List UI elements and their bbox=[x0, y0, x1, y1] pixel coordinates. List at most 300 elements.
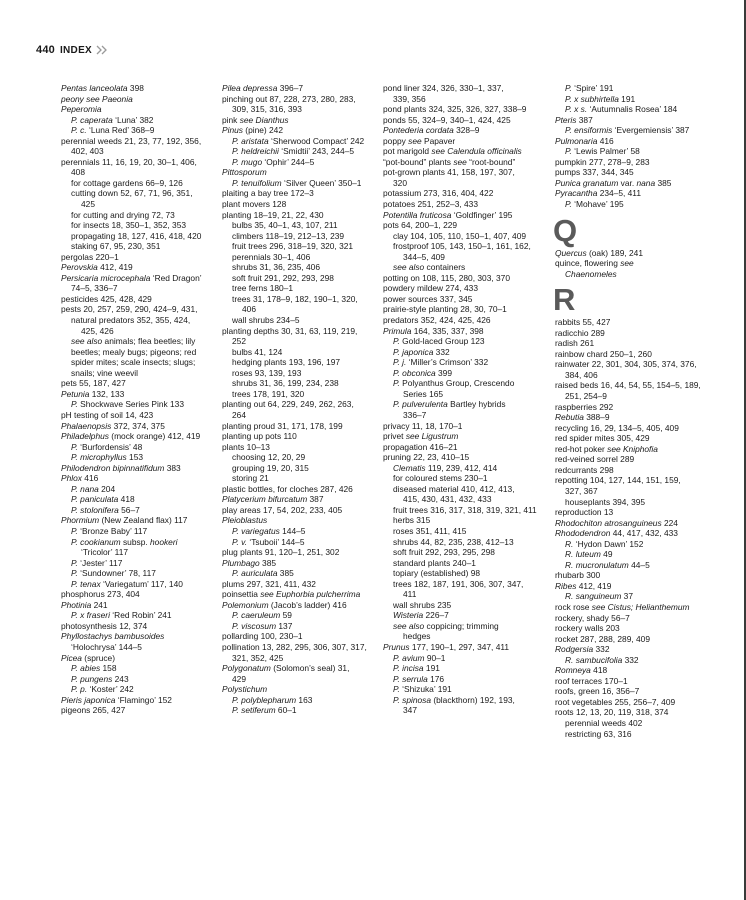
entry-text: ‘Goldfinger’ 195 bbox=[451, 209, 513, 220]
index-entry bbox=[555, 634, 709, 645]
entry-text: P. stolonifera bbox=[71, 504, 119, 515]
entry-text: 176 bbox=[427, 673, 445, 684]
entry-text: ‘Miller’s Crimson’ 332 bbox=[406, 357, 489, 368]
index-entry bbox=[222, 442, 376, 453]
index-entry bbox=[222, 642, 376, 653]
index-subentry bbox=[383, 579, 537, 590]
entry-text: for cutting and drying 72, 73 bbox=[71, 209, 175, 220]
index-subentry bbox=[61, 442, 215, 453]
index-subentry bbox=[555, 125, 709, 136]
index-subentry bbox=[383, 94, 537, 105]
entry-text: Pulmonaria bbox=[555, 135, 598, 146]
entry-text: P. serrula bbox=[393, 673, 428, 684]
index-entry bbox=[555, 623, 709, 634]
entry-text: roof terraces 170–1 bbox=[555, 675, 628, 686]
entry-text: 372, 374, 375 bbox=[111, 420, 165, 431]
entry-text: plastic bottles, for cloches 287, 426 bbox=[222, 483, 353, 494]
entry-text: rainwater 22, 301, 304, 305, 374, 376, bbox=[555, 359, 697, 370]
index-subentry bbox=[61, 283, 215, 294]
entry-text: houseplants 394, 395 bbox=[565, 496, 646, 507]
index-subentry bbox=[222, 220, 376, 231]
entry-text: 37 bbox=[621, 591, 633, 602]
index-subentry bbox=[383, 505, 537, 516]
entry-text: pinching out 87, 228, 273, 280, 283, bbox=[222, 93, 356, 104]
entry-text: raspberries 292 bbox=[555, 401, 614, 412]
index-column-1 bbox=[61, 83, 215, 716]
index-subentry bbox=[222, 104, 376, 115]
entry-text: 328–9 bbox=[453, 125, 480, 136]
entry-text: ‘Red Robin’ 241 bbox=[109, 610, 172, 621]
index-subentry bbox=[383, 389, 537, 400]
entry-text: “root-bound” bbox=[466, 156, 516, 167]
index-subentry bbox=[222, 252, 376, 263]
entry-text: (pine) 242 bbox=[242, 125, 283, 136]
index-subentry bbox=[555, 591, 709, 602]
entry-text: planting 18–19, 21, 22, 430 bbox=[222, 209, 324, 220]
index-subentry bbox=[383, 600, 537, 611]
entry-text: 144–5 bbox=[279, 525, 306, 536]
index-subentry bbox=[383, 631, 537, 642]
entry-text: 44, 417, 432, 433 bbox=[610, 528, 678, 539]
index-entry bbox=[61, 653, 215, 664]
entry-text: radicchio 289 bbox=[555, 327, 605, 338]
entry-text: see Kniphofia bbox=[607, 443, 658, 454]
entry-text: recycling 16, 29, 134–5, 405, 409 bbox=[555, 422, 679, 433]
entry-text: perennials 11, 16, 19, 20, 30–1, 406, bbox=[61, 156, 197, 167]
entry-text: 412, 419 bbox=[576, 580, 612, 591]
index-entry bbox=[383, 294, 537, 305]
index-subentry bbox=[222, 178, 376, 189]
entry-text: Bartley hybrids bbox=[447, 399, 506, 410]
index-subentry bbox=[222, 410, 376, 421]
index-subentry bbox=[222, 653, 376, 664]
index-entry bbox=[222, 589, 376, 600]
entry-text: 132, 133 bbox=[89, 388, 125, 399]
entry-text: shrubs 31, 36, 199, 234, 238 bbox=[232, 378, 339, 389]
index-subentry bbox=[61, 568, 215, 579]
index-entry bbox=[61, 157, 215, 168]
entry-text: reproduction 13 bbox=[555, 507, 614, 518]
index-subentry bbox=[61, 231, 215, 242]
index-subentry bbox=[61, 610, 215, 621]
entry-text: see Ligustrum bbox=[405, 431, 459, 442]
index-subentry bbox=[383, 484, 537, 495]
index-entry bbox=[383, 125, 537, 136]
entry-text: for insects 18, 350–1, 352, 353 bbox=[71, 220, 187, 231]
entry-text: Phlox bbox=[61, 473, 82, 484]
index-entry bbox=[555, 402, 709, 413]
entry-text: climbers 118–19, 212–13, 239 bbox=[232, 230, 345, 241]
entry-text: P. viscosum bbox=[232, 620, 277, 631]
entry-text: powdery mildew 274, 433 bbox=[383, 283, 478, 294]
index-subentry bbox=[61, 494, 215, 505]
index-subentry bbox=[383, 347, 537, 358]
entry-text: photosynthesis 12, 374 bbox=[61, 620, 148, 631]
index-entry bbox=[61, 705, 215, 716]
entry-text: ‘Holochrysa’ 144–5 bbox=[71, 641, 142, 652]
index-entry bbox=[61, 589, 215, 600]
entry-text: pigeons 265, 427 bbox=[61, 705, 126, 716]
entry-text: herbs 315 bbox=[393, 515, 431, 526]
entry-text: pond plants 324, 325, 326, 327, 338–9 bbox=[383, 104, 527, 115]
index-subentry bbox=[383, 526, 537, 537]
index-subentry bbox=[222, 378, 376, 389]
entry-text: diseased material 410, 412, 413, bbox=[393, 483, 515, 494]
entry-text: 177, 190–1, 297, 347, 411 bbox=[409, 641, 510, 652]
entry-text: animals; flea beetles; lily bbox=[102, 336, 196, 347]
index-subentry bbox=[383, 537, 537, 548]
index-subentry bbox=[555, 94, 709, 105]
section-letter: R bbox=[553, 282, 576, 318]
entry-text: Platycerium bifurcatum bbox=[222, 494, 308, 505]
entry-text: 204 bbox=[98, 483, 116, 494]
index-subentry bbox=[61, 347, 215, 358]
index-entry bbox=[383, 83, 537, 94]
entry-text: Pyracantha bbox=[555, 188, 598, 199]
entry-text: P. variegatus bbox=[232, 525, 280, 536]
index-subentry bbox=[383, 610, 537, 621]
entry-text: storing 21 bbox=[232, 473, 269, 484]
index-entry bbox=[383, 188, 537, 199]
index-subentry bbox=[555, 370, 709, 381]
index-subentry bbox=[555, 104, 709, 115]
index-entry bbox=[61, 94, 215, 105]
entry-text: 385 bbox=[259, 557, 277, 568]
entry-text: 336–7 bbox=[403, 409, 427, 420]
entry-text: 226–7 bbox=[423, 610, 449, 621]
entry-text: Rhodochiton atrosanguineus bbox=[555, 517, 662, 528]
entry-text: R. sanguineum bbox=[565, 591, 622, 602]
entry-text: 56–7 bbox=[118, 504, 140, 515]
index-subentry bbox=[61, 558, 215, 569]
index-subentry bbox=[61, 684, 215, 695]
entry-text: 416 bbox=[81, 473, 99, 484]
entry-text: (mock orange) 412, 419 bbox=[108, 431, 201, 442]
index-entry bbox=[61, 621, 215, 632]
entry-text: P. bbox=[71, 525, 78, 536]
entry-text: 425, 426 bbox=[81, 325, 114, 336]
index-subentry bbox=[555, 486, 709, 497]
entry-text: ‘Bronze Baby’ 117 bbox=[77, 525, 148, 536]
index-entry bbox=[555, 328, 709, 339]
entry-text: roses 351, 411, 415 bbox=[393, 525, 467, 536]
entry-text: grouping 19, 20, 315 bbox=[232, 462, 309, 473]
entry-text: (blackthorn) 192, 193, bbox=[431, 694, 515, 705]
index-subentry bbox=[61, 146, 215, 157]
entry-text: radish 261 bbox=[555, 338, 595, 349]
entry-text: see Dianthus bbox=[239, 114, 289, 125]
index-entry bbox=[555, 602, 709, 613]
index-entry bbox=[555, 167, 709, 178]
entry-text: 385 bbox=[655, 177, 672, 188]
index-subentry bbox=[61, 357, 215, 368]
entry-text: frostproof 105, 143, 150–1, 161, 162, bbox=[393, 241, 531, 252]
entry-text: 387 bbox=[576, 114, 593, 125]
entry-text: see Paeonia bbox=[86, 93, 133, 104]
index-subentry bbox=[555, 560, 709, 571]
entry-text: trees 178, 191, 320 bbox=[232, 388, 305, 399]
index-subentry bbox=[61, 674, 215, 685]
entry-text: (spruce) bbox=[81, 652, 115, 663]
index-subentry bbox=[61, 178, 215, 189]
entry-text: Philadelphus bbox=[61, 431, 109, 442]
entry-text: raised beds 16, 44, 54, 55, 154–5, 189, bbox=[555, 380, 701, 391]
entry-text: P. p. bbox=[71, 684, 88, 695]
entry-text: ‘Luna Red’ 368–9 bbox=[86, 125, 155, 136]
index-entry bbox=[61, 252, 215, 263]
entry-text: 90–1 bbox=[424, 652, 446, 663]
entry-text: P. heldreichii bbox=[232, 146, 279, 157]
index-entry bbox=[555, 665, 709, 676]
entry-text: for coloured stems 230–1 bbox=[393, 473, 488, 484]
entry-text: standard plants 240–1 bbox=[393, 557, 476, 568]
index-subentry bbox=[61, 167, 215, 178]
entry-text: 347 bbox=[403, 705, 417, 716]
entry-text: 158 bbox=[100, 663, 117, 674]
entry-text: P. abies bbox=[71, 663, 101, 674]
index-entry bbox=[555, 475, 709, 486]
entry-text: pollarding 100, 230–1 bbox=[222, 631, 303, 642]
entry-text: 388–9 bbox=[583, 412, 610, 423]
entry-text: 243 bbox=[112, 673, 129, 684]
index-entry bbox=[555, 613, 709, 624]
entry-text: planting proud 31, 171, 178, 199 bbox=[222, 420, 343, 431]
index-entry bbox=[61, 136, 215, 147]
entry-text: privet bbox=[383, 431, 406, 442]
index-subentry bbox=[383, 558, 537, 569]
index-entry bbox=[555, 644, 709, 655]
index-entry bbox=[383, 315, 537, 326]
entry-text: 234–5, 411 bbox=[597, 188, 641, 199]
entry-text: Pteris bbox=[555, 114, 577, 125]
entry-text: see also bbox=[71, 336, 103, 347]
entry-text: 321, 352, 425 bbox=[232, 652, 284, 663]
entry-text: staking 67, 95, 230, 351 bbox=[71, 241, 161, 252]
entry-text: play areas 17, 54, 202, 233, 405 bbox=[222, 504, 343, 515]
index-entry bbox=[383, 326, 537, 337]
entry-text: 339, 356 bbox=[393, 93, 426, 104]
entry-text: Rodgersia bbox=[555, 644, 594, 655]
entry-text: pH testing of soil 14, 423 bbox=[61, 409, 154, 420]
index-column-4 bbox=[555, 83, 709, 739]
entry-text: shrubs 31, 36, 235, 406 bbox=[232, 262, 321, 273]
entry-text: pruning 22, 23, 410–15 bbox=[383, 452, 470, 463]
index-subentry bbox=[61, 125, 215, 136]
index-entry bbox=[555, 507, 709, 518]
entry-text: P. nana bbox=[71, 483, 99, 494]
index-subentry bbox=[222, 473, 376, 484]
entry-text: hedging plants 193, 196, 197 bbox=[232, 357, 341, 368]
entry-text: trees 182, 187, 191, 306, 307, 347, bbox=[393, 578, 524, 589]
entry-text: ‘Tsuboii’ 144–5 bbox=[247, 536, 305, 547]
index-entry bbox=[383, 452, 537, 463]
entry-text: Primula bbox=[383, 325, 412, 336]
index-entry bbox=[61, 410, 215, 421]
index-entry bbox=[222, 94, 376, 105]
entry-text: pot-grown plants 41, 158, 197, 307, bbox=[383, 167, 515, 178]
index-entry bbox=[222, 210, 376, 221]
index-subentry bbox=[555, 549, 709, 560]
index-entry bbox=[61, 463, 215, 474]
index-entry bbox=[383, 220, 537, 231]
entry-text: pests 20, 257, 259, 290, 424–9, 431, bbox=[61, 304, 198, 315]
entry-text: see bbox=[453, 156, 467, 167]
entry-text: P. cookianum bbox=[71, 536, 121, 547]
index-subentry bbox=[383, 695, 537, 706]
entry-text: potting on 108, 115, 280, 303, 370 bbox=[383, 272, 510, 283]
index-entry bbox=[555, 258, 709, 269]
index-subentry bbox=[383, 621, 537, 632]
entry-text: pets 55, 187, 427 bbox=[61, 378, 126, 389]
index-entry bbox=[555, 136, 709, 147]
entry-text: trees 31, 178–9, 182, 190–1, 320, bbox=[232, 293, 358, 304]
index-entry bbox=[555, 359, 709, 370]
index-entry bbox=[222, 399, 376, 410]
index-subentry bbox=[61, 399, 215, 410]
entry-text: P. bbox=[393, 378, 400, 389]
entry-text: poinsettia bbox=[222, 589, 261, 600]
index-subentry bbox=[555, 729, 709, 740]
entry-text: ‘Sherwood Compact’ 242 bbox=[268, 135, 365, 146]
entry-text: repotting 104, 127, 144, 151, 159, bbox=[555, 475, 681, 486]
index-entry bbox=[555, 412, 709, 423]
entry-text: Rebutia bbox=[555, 412, 584, 423]
entry-text: potassium 273, 316, 404, 422 bbox=[383, 188, 494, 199]
index-entry bbox=[555, 697, 709, 708]
index-subentry bbox=[383, 494, 537, 505]
entry-text: propagation 416–21 bbox=[383, 441, 458, 452]
entry-text: P. bbox=[565, 146, 572, 157]
index-entry bbox=[61, 600, 215, 611]
entry-text: see bbox=[620, 258, 634, 269]
entry-text: plant movers 128 bbox=[222, 199, 287, 210]
entry-text: 332 bbox=[593, 644, 610, 655]
index-subentry bbox=[222, 621, 376, 632]
entry-text: topiary (established) 98 bbox=[393, 568, 481, 579]
entry-text: restricting 63, 316 bbox=[565, 728, 632, 739]
entry-text: plug plants 91, 120–1, 251, 302 bbox=[222, 547, 340, 558]
entry-text: P. bbox=[393, 684, 400, 695]
index-subentry bbox=[383, 589, 537, 600]
entry-text: P. bbox=[71, 399, 78, 410]
entry-text: rockery, shady 56–7 bbox=[555, 612, 630, 623]
entry-text: P. tenuifolium bbox=[232, 177, 282, 188]
index-entry bbox=[383, 421, 537, 432]
index-entry bbox=[61, 262, 215, 273]
entry-text: see also bbox=[393, 262, 425, 273]
entry-text: 224 bbox=[661, 517, 678, 528]
entry-text: 425 bbox=[81, 199, 95, 210]
section-label: INDEX bbox=[59, 44, 93, 56]
entry-text: Papaver bbox=[421, 135, 456, 146]
index-entry bbox=[61, 631, 215, 642]
index-subentry bbox=[222, 231, 376, 242]
entry-text: perennials 30–1, 406 bbox=[232, 251, 311, 262]
index-subentry bbox=[383, 241, 537, 252]
entry-text: 137 bbox=[276, 620, 293, 631]
index-subentry bbox=[61, 326, 215, 337]
entry-text: ‘Jester’ 117 bbox=[77, 557, 123, 568]
entry-text: P. caperata bbox=[71, 114, 113, 125]
entry-text: ‘Autumnalis Rosea’ 184 bbox=[587, 104, 678, 115]
entry-text: ‘Silver Queen’ 350–1 bbox=[281, 177, 362, 188]
entry-text: Pilea depressa bbox=[222, 83, 278, 93]
entry-text: 251, 254–9 bbox=[565, 391, 607, 402]
index-subentry bbox=[61, 220, 215, 231]
entry-text: Shockwave Series Pink 133 bbox=[77, 399, 184, 410]
entry-text: ‘Sundowner’ 78, 117 bbox=[77, 568, 156, 579]
index-entry bbox=[222, 663, 376, 674]
entry-text: shrubs 44, 82, 235, 238, 412–13 bbox=[393, 536, 514, 547]
index-subentry bbox=[383, 410, 537, 421]
entry-text: pond liner 324, 326, 330–1, 337, bbox=[383, 83, 504, 93]
entry-text: P. pungens bbox=[71, 673, 113, 684]
entry-text: Peperomia bbox=[61, 104, 102, 115]
entry-text: Phalaenopsis bbox=[61, 420, 112, 431]
entry-text: Ribes bbox=[555, 580, 577, 591]
entry-text: Polemonium bbox=[222, 599, 269, 610]
entry-text: pumps 337, 344, 345 bbox=[555, 167, 634, 178]
index-entry bbox=[555, 444, 709, 455]
entry-text: soft fruit 291, 292, 293, 298 bbox=[232, 272, 334, 283]
index-subentry bbox=[222, 463, 376, 474]
index-subentry bbox=[222, 146, 376, 157]
entry-text: pollination 13, 282, 295, 306, 307, 317, bbox=[222, 641, 367, 652]
entry-text: predators 352, 424, 425, 426 bbox=[383, 315, 491, 326]
entry-text: plums 297, 321, 411, 432 bbox=[222, 578, 316, 589]
index-entry bbox=[222, 83, 376, 94]
index-subentry bbox=[61, 315, 215, 326]
index-entry bbox=[61, 515, 215, 526]
entry-text: P. x s. bbox=[565, 104, 588, 115]
index-entry bbox=[383, 442, 537, 453]
index-entry bbox=[222, 505, 376, 516]
entry-text: Persicaria microcephala bbox=[61, 272, 151, 283]
index-entry bbox=[61, 273, 215, 284]
entry-text: P. bbox=[565, 199, 572, 210]
index-entry bbox=[555, 686, 709, 697]
entry-text: coppicing; trimming bbox=[424, 620, 499, 631]
entry-text: ‘Tricolor’ 117 bbox=[81, 547, 129, 558]
index-entry bbox=[222, 600, 376, 611]
index-entry bbox=[222, 484, 376, 495]
entry-text: 418 bbox=[590, 665, 608, 676]
index-entry bbox=[555, 433, 709, 444]
index-column-3 bbox=[383, 83, 537, 716]
index-entry bbox=[555, 454, 709, 465]
index-entry bbox=[61, 378, 215, 389]
entry-text: phosphorus 273, 404 bbox=[61, 589, 140, 600]
entry-text: see also bbox=[393, 620, 425, 631]
entry-text: 309, 315, 316, 393 bbox=[232, 104, 302, 115]
index-entry bbox=[222, 547, 376, 558]
entry-text: 44–5 bbox=[628, 559, 650, 570]
index-subentry bbox=[555, 199, 709, 210]
entry-text: 415, 430, 431, 432, 433 bbox=[403, 494, 492, 505]
index-subentry bbox=[222, 526, 376, 537]
section-letter: Q bbox=[553, 212, 578, 248]
entry-text: plants 10–13 bbox=[222, 441, 270, 452]
entry-text: P. avium bbox=[393, 652, 425, 663]
entry-text: pot marigold bbox=[383, 146, 432, 157]
entry-text: 384, 406 bbox=[565, 369, 598, 380]
entry-text: P. j. bbox=[393, 357, 407, 368]
index-subentry bbox=[222, 568, 376, 579]
entry-text: Photinia bbox=[61, 599, 92, 610]
entry-text: rainbow chard 250–1, 260 bbox=[555, 348, 652, 359]
entry-text: subsp. bbox=[120, 536, 151, 547]
index-subentry bbox=[61, 663, 215, 674]
